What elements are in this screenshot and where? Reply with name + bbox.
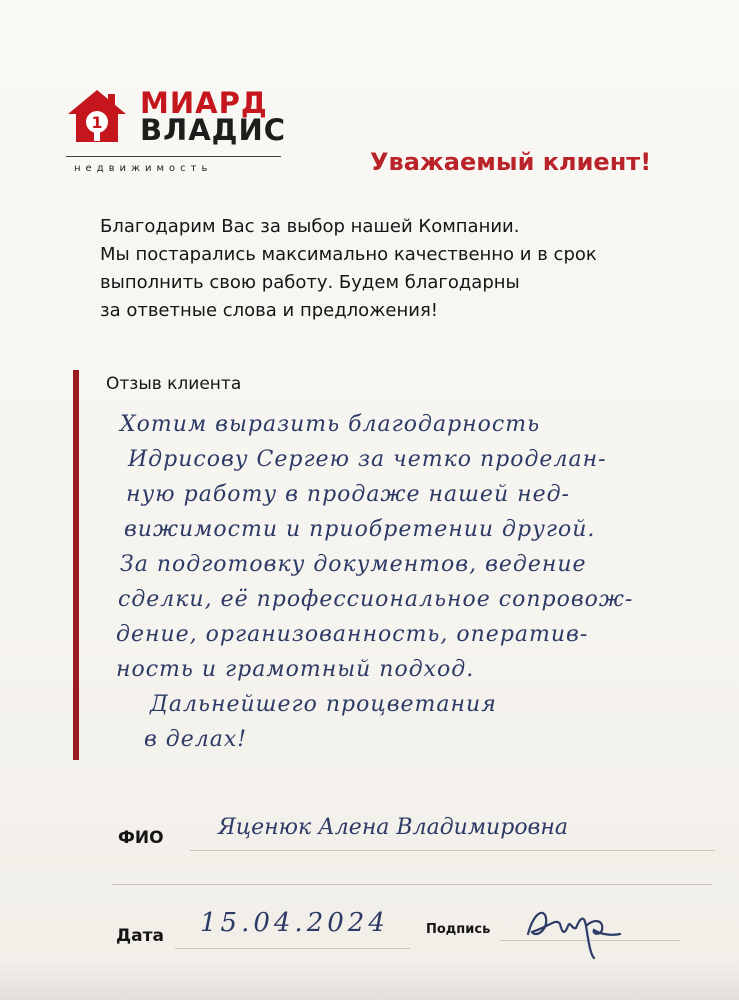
name-field-label: ФИО [118, 828, 164, 848]
signature-field-label: Подпись [426, 922, 491, 937]
greeting-heading: Уважаемый клиент! [370, 148, 652, 176]
handwritten-signature [520, 896, 640, 966]
logo-brand-line2: ВЛАДИС [140, 113, 287, 147]
review-handwritten-line: в делах! [144, 727, 248, 752]
review-handwritten-line: Идрисову Сергею за четко проделан- [128, 447, 607, 472]
review-handwritten-line: Хотим выразить благодарность [120, 412, 541, 437]
intro-text [100, 213, 720, 325]
intro-line: Благодарим Вас за выбор нашей Компании. [100, 216, 520, 237]
intro-line: выполнить свою работу. Будем благодарны [100, 272, 520, 293]
review-handwritten-line: сделки, её профессиональное сопровож- [118, 587, 634, 612]
name-field-line [190, 850, 715, 851]
review-accent-bar [73, 370, 79, 760]
date-field-line [175, 948, 410, 949]
intro-line: за ответные слова и предложения! [100, 300, 438, 321]
intro-line: Мы постарались максимально качественно и в срок [100, 244, 597, 265]
page-edge-shadow [0, 960, 739, 1000]
logo-divider [66, 156, 281, 157]
review-handwritten-line: ную работу в продаже нашей нед- [126, 482, 570, 507]
logo-brand-line1: МИАРД [140, 86, 268, 120]
review-handwritten-line: За подготовку документов, ведение [120, 552, 587, 577]
review-handwritten-line: ность и грамотный подход. [116, 657, 475, 682]
date-field-value: 15.04.2024 [200, 908, 389, 938]
review-label: Отзыв клиента [106, 374, 242, 394]
extra-field-line [112, 884, 712, 885]
company-logo [66, 86, 287, 178]
review-handwritten-line: дение, организованность, оператив- [116, 622, 589, 647]
house-key-logo-icon [66, 88, 128, 144]
logo-badge-digit: 1 [91, 113, 103, 132]
review-handwritten-line: вижимости и приобретении другой. [124, 517, 596, 542]
date-field-label: Дата [116, 926, 164, 946]
name-field-value: Яценюк Алена Владимировна [218, 815, 568, 840]
review-handwritten-line: Дальнейшего процветания [150, 692, 497, 717]
logo-subtitle: недвижимость [74, 163, 213, 174]
